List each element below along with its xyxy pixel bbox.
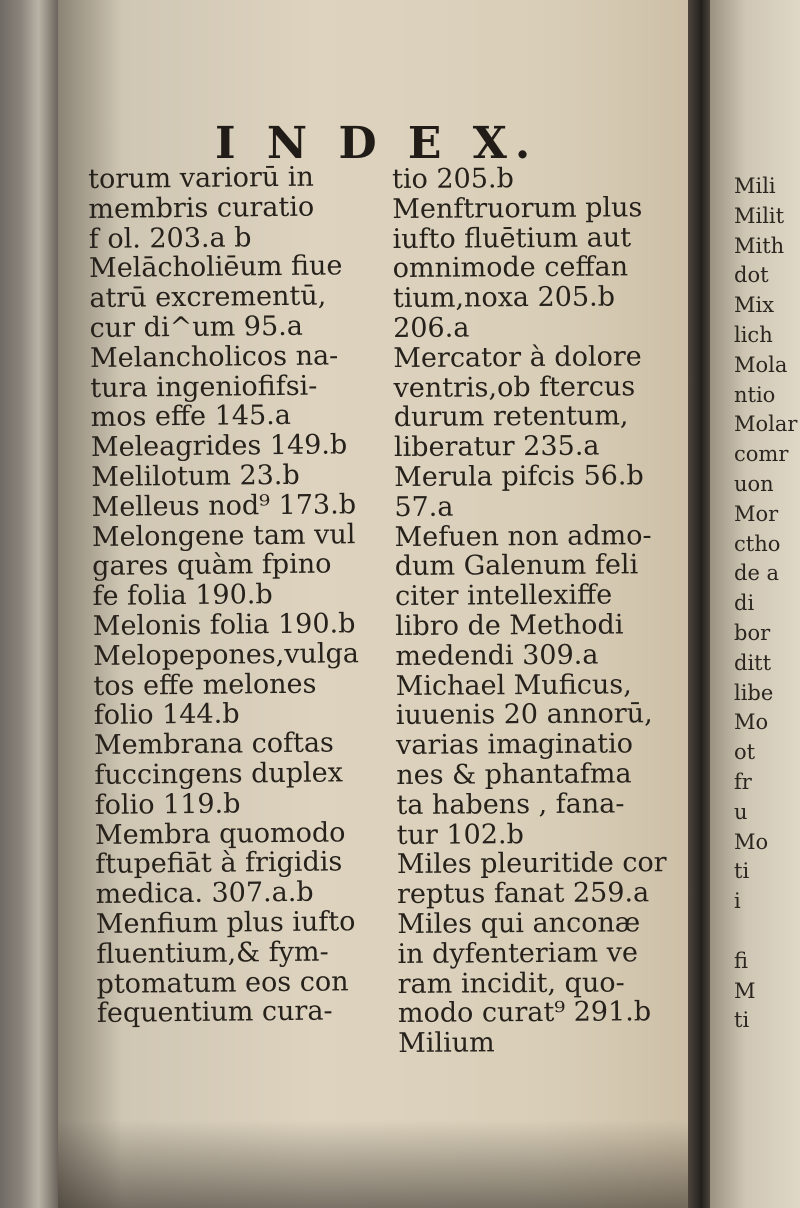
index-entry: tura ingeniofifsi- <box>90 370 318 404</box>
index-entry: varias imaginatio <box>395 728 634 762</box>
index-entry: citer intellexiffe <box>394 579 613 613</box>
index-entry: modo curat⁹ 291.b <box>397 996 652 1030</box>
index-entry: cur di^um 95.a <box>89 310 304 344</box>
fragment: comr <box>734 442 789 467</box>
index-entry: Membrana coftas <box>93 727 334 762</box>
index-entry: ram incidit, quo- <box>397 966 625 1000</box>
fragment: fr <box>734 769 752 794</box>
adjacent-page-text <box>734 172 798 1036</box>
fragment: bor <box>734 620 771 645</box>
fragment: de a <box>734 561 780 586</box>
index-entry: fequentium cura- <box>96 995 333 1030</box>
fragment: Mor <box>734 501 779 526</box>
fragment: Mo <box>734 710 769 735</box>
index-entry: Meleagrides 149.b <box>90 429 348 464</box>
index-entry: omnimode ceffan <box>392 251 629 285</box>
index-entry: Merula pifcis 56.b <box>394 460 644 493</box>
index-entry: folio 119.b <box>94 788 241 821</box>
fragment: Mola <box>734 352 788 377</box>
index-entry: libro de Methodi <box>395 609 624 642</box>
fragment: ot <box>734 740 756 765</box>
index-entry: in dyfenteriam ve <box>397 937 639 970</box>
index-entry: ptomatum eos con <box>96 965 349 1000</box>
index-entry: medendi 309.a <box>395 639 599 672</box>
index-entry: Mercator à dolore <box>393 341 642 374</box>
index-entry: iuuenis 20 annorū, <box>395 698 653 732</box>
index-entry: ventris,ob ftercus <box>393 370 636 404</box>
index-entry: Melancholicos na- <box>89 340 339 374</box>
fragment: Milit <box>734 203 785 228</box>
fragment: u <box>734 799 748 824</box>
index-entry: Michael Muficus, <box>395 668 632 702</box>
index-entry: Miles qui anconæ <box>397 907 641 940</box>
index-entry: Milium <box>398 1027 495 1060</box>
index-entry: fluentium,& fym- <box>96 936 329 970</box>
index-entry: tur 102.b <box>396 818 524 851</box>
index-entry: 206.a <box>393 312 470 344</box>
index-entry: ta habens , fana- <box>396 788 625 821</box>
fragment: uon <box>734 471 774 496</box>
fragment: Mith <box>734 233 785 258</box>
index-entry: folio 144.b <box>93 698 240 732</box>
index-entry: Melongene tam vul <box>91 518 356 553</box>
index-entry: tio 205.b <box>391 163 514 195</box>
index-entry: Melleus nod⁹ 173.b <box>91 488 357 523</box>
index-entry: fe folia 190.b <box>92 579 273 613</box>
index-entry: tium,noxa 205.b <box>392 281 616 315</box>
index-column-left <box>88 162 397 1029</box>
index-entry: Menfium plus iufto <box>95 906 356 940</box>
index-entry: ftupefiāt à frigidis <box>95 846 343 881</box>
fragment: i <box>734 889 741 914</box>
index-entry: dum Galenum feli <box>394 549 639 583</box>
index-entry: mos effe 145.a <box>90 400 292 434</box>
index-entry: reptus fanat 259.a <box>396 877 650 911</box>
fragment: libe <box>734 680 774 705</box>
fragment: Mili <box>734 174 776 198</box>
index-entry: fuccingens duplex <box>94 757 344 791</box>
index-entry: liberatur 235.a <box>393 430 600 464</box>
index-entry: durum retentum, <box>393 400 629 434</box>
fragment: ntio <box>734 382 776 407</box>
fragment: Molar <box>734 412 798 437</box>
index-entry: iufto fluētium aut <box>392 221 632 255</box>
fragment: ti <box>734 1008 750 1033</box>
index-entry: Melonis folia 190.b <box>92 608 356 642</box>
fragment: di <box>734 591 755 616</box>
fragment: ditt <box>734 650 772 675</box>
fragment <box>734 917 798 947</box>
index-entry: torum variorū in <box>87 161 314 195</box>
index-entry: 57.a <box>394 491 454 523</box>
fragment: dot <box>734 263 769 288</box>
index-entry: tos effe melones <box>93 668 317 702</box>
index-entry: medica. 307.a.b <box>95 876 314 911</box>
index-column-right <box>392 163 698 1059</box>
index-entry: Menftruorum plus <box>392 192 643 225</box>
index-entry: atrū excrementū, <box>89 280 327 315</box>
index-entry: Mefuen non admo- <box>394 519 652 553</box>
index-entry: Melācholiēum fiue <box>88 250 343 285</box>
page-shadow <box>58 1120 698 1208</box>
fragment: M <box>734 978 756 1003</box>
index-entry: f ol. 203.a b <box>88 221 252 255</box>
index-entry: nes & phantafma <box>396 758 632 791</box>
index-entry: Melilotum 23.b <box>91 459 300 493</box>
fragment: Mix <box>734 293 775 318</box>
page-header: I N D E X. <box>215 118 539 169</box>
fragment: lich <box>734 322 773 347</box>
index-entry: membris curatio <box>88 191 315 225</box>
index-entry: Membra quomodo <box>94 816 346 851</box>
index-entry: Melopepones,vulga <box>92 637 360 672</box>
index-entry: Miles pleuritide cor <box>396 847 667 881</box>
fragment: ctho <box>734 531 781 556</box>
fragment: fi <box>734 948 749 973</box>
fragment: Mo <box>734 829 769 854</box>
index-entry: gares quàm fpino <box>92 548 332 583</box>
fragment: ti <box>734 859 750 884</box>
